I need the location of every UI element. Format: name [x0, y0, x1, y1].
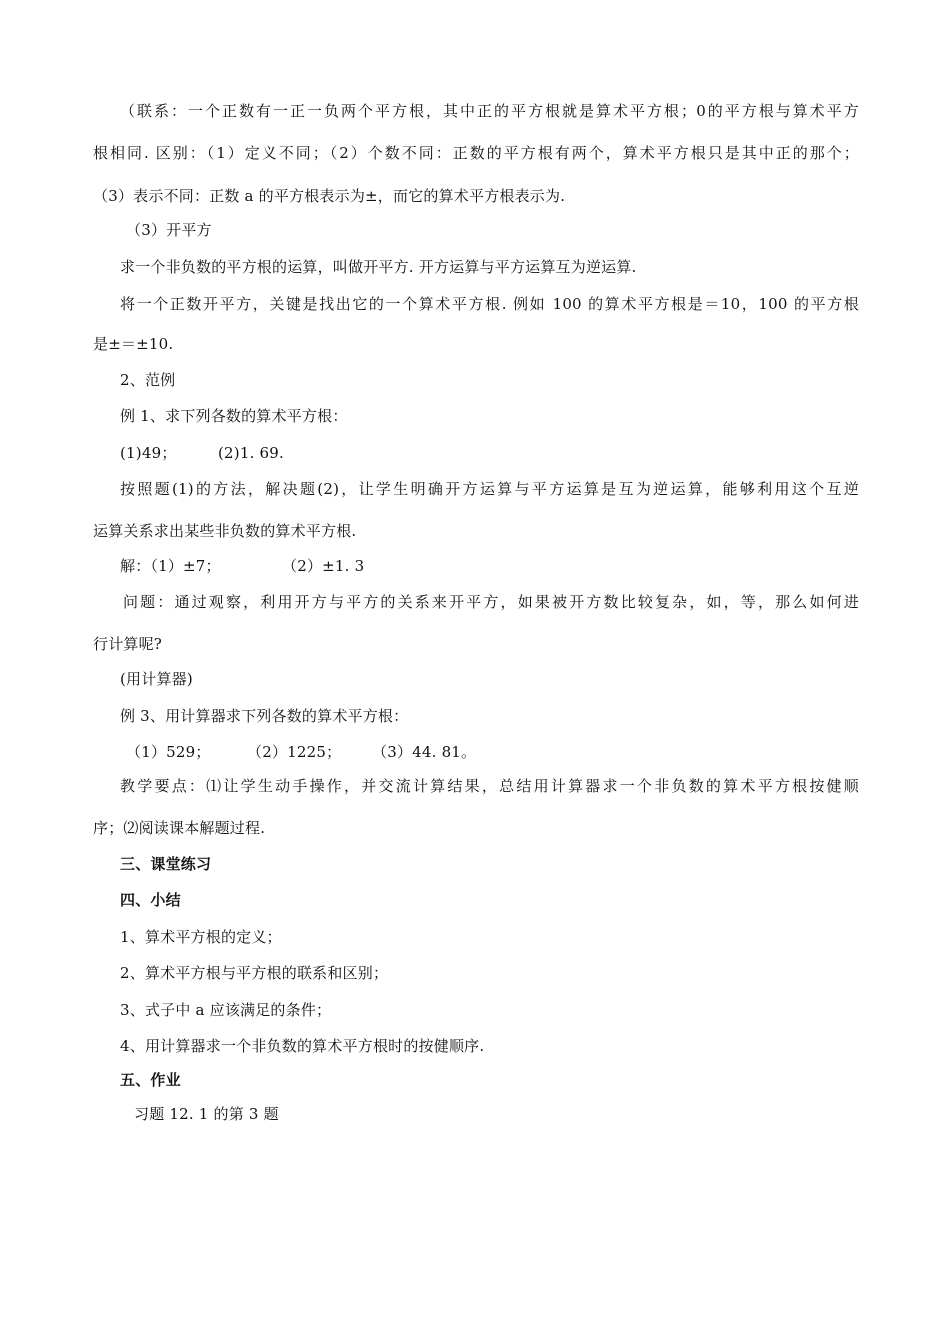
paragraph-teaching-points-line-2: 序；⑵阅读课本解题过程. — [93, 819, 266, 837]
paragraph-relation-line-2: 根相同. 区别：（1）定义不同；（2）个数不同：正数的平方根有两个，算术平方根只是其中正的那个； — [93, 144, 859, 162]
calculator-note: (用计算器) — [120, 670, 193, 688]
paragraph-question-line-1: 问题：通过观察，利用开方与平方的关系来开平方，如果被开方数比较复杂，如，等，那么如何进 — [123, 593, 859, 611]
paragraph-definition: 求一个非负数的平方根的运算，叫做开平方. 开方运算与平方运算互为逆运算. — [120, 258, 637, 276]
summary-item-2: 2、算术平方根与平方根的联系和区别； — [120, 964, 389, 982]
paragraph-method-line-2: 运算关系求出某些非负数的算术平方根. — [93, 522, 357, 540]
paragraph-relation-line-3: （3）表示不同：正数 a 的平方根表示为±，而它的算术平方根表示为. — [93, 187, 566, 205]
heading-examples: 2、范例 — [120, 371, 176, 389]
example-3-item-1: （1）529； — [126, 743, 211, 761]
solution-1: 解：（1）±7； — [120, 557, 221, 575]
homework-assignment: 习题 12. 1 的第 3 题 — [134, 1105, 279, 1123]
summary-item-3: 3、式子中 a 应该满足的条件； — [120, 1001, 332, 1019]
summary-item-1: 1、算术平方根的定义； — [120, 928, 282, 946]
paragraph-teaching-points-line-1: 教学要点：⑴让学生动手操作，并交流计算结果，总结用计算器求一个非负数的算术平方根按健顺 — [120, 777, 859, 795]
solution-2: （2）±1. 3 — [282, 557, 365, 575]
paragraph-relation-line-1: （联系：一个正数有一正一负两个平方根，其中正的平方根就是算术平方根；0的平方根与算术平方 — [120, 102, 859, 120]
summary-item-4: 4、用计算器求一个非负数的算术平方根时的按健顺序. — [120, 1037, 485, 1055]
example-3-item-2: （2）1225； — [247, 743, 342, 761]
heading-square-root-operation: （3）开平方 — [126, 221, 212, 239]
example-3-item-3: （3）44. 81。 — [372, 743, 477, 761]
paragraph-method-line-1: 按照题(1)的方法，解决题(2)，让学生明确开方运算与平方运算是互为逆运算，能够利用这个互逆 — [120, 480, 859, 498]
example-1-item-2: (2)1. 69. — [218, 444, 284, 462]
paragraph-question-line-2: 行计算呢? — [93, 635, 163, 653]
heading-homework: 五、作业 — [120, 1071, 181, 1089]
paragraph-key-line-2: 是±＝±10. — [93, 335, 174, 353]
heading-class-practice: 三、课堂练习 — [120, 855, 212, 873]
paragraph-key-line-1: 将一个正数开平方，关键是找出它的一个算术平方根. 例如 100 的算术平方根是＝10，100 的平方根 — [120, 295, 859, 313]
example-1-title: 例 1、求下列各数的算术平方根： — [120, 407, 348, 425]
example-1-item-1: (1)49； — [120, 444, 177, 462]
heading-summary: 四、小结 — [120, 891, 181, 909]
example-3-title: 例 3、用计算器求下列各数的算术平方根： — [120, 707, 409, 725]
